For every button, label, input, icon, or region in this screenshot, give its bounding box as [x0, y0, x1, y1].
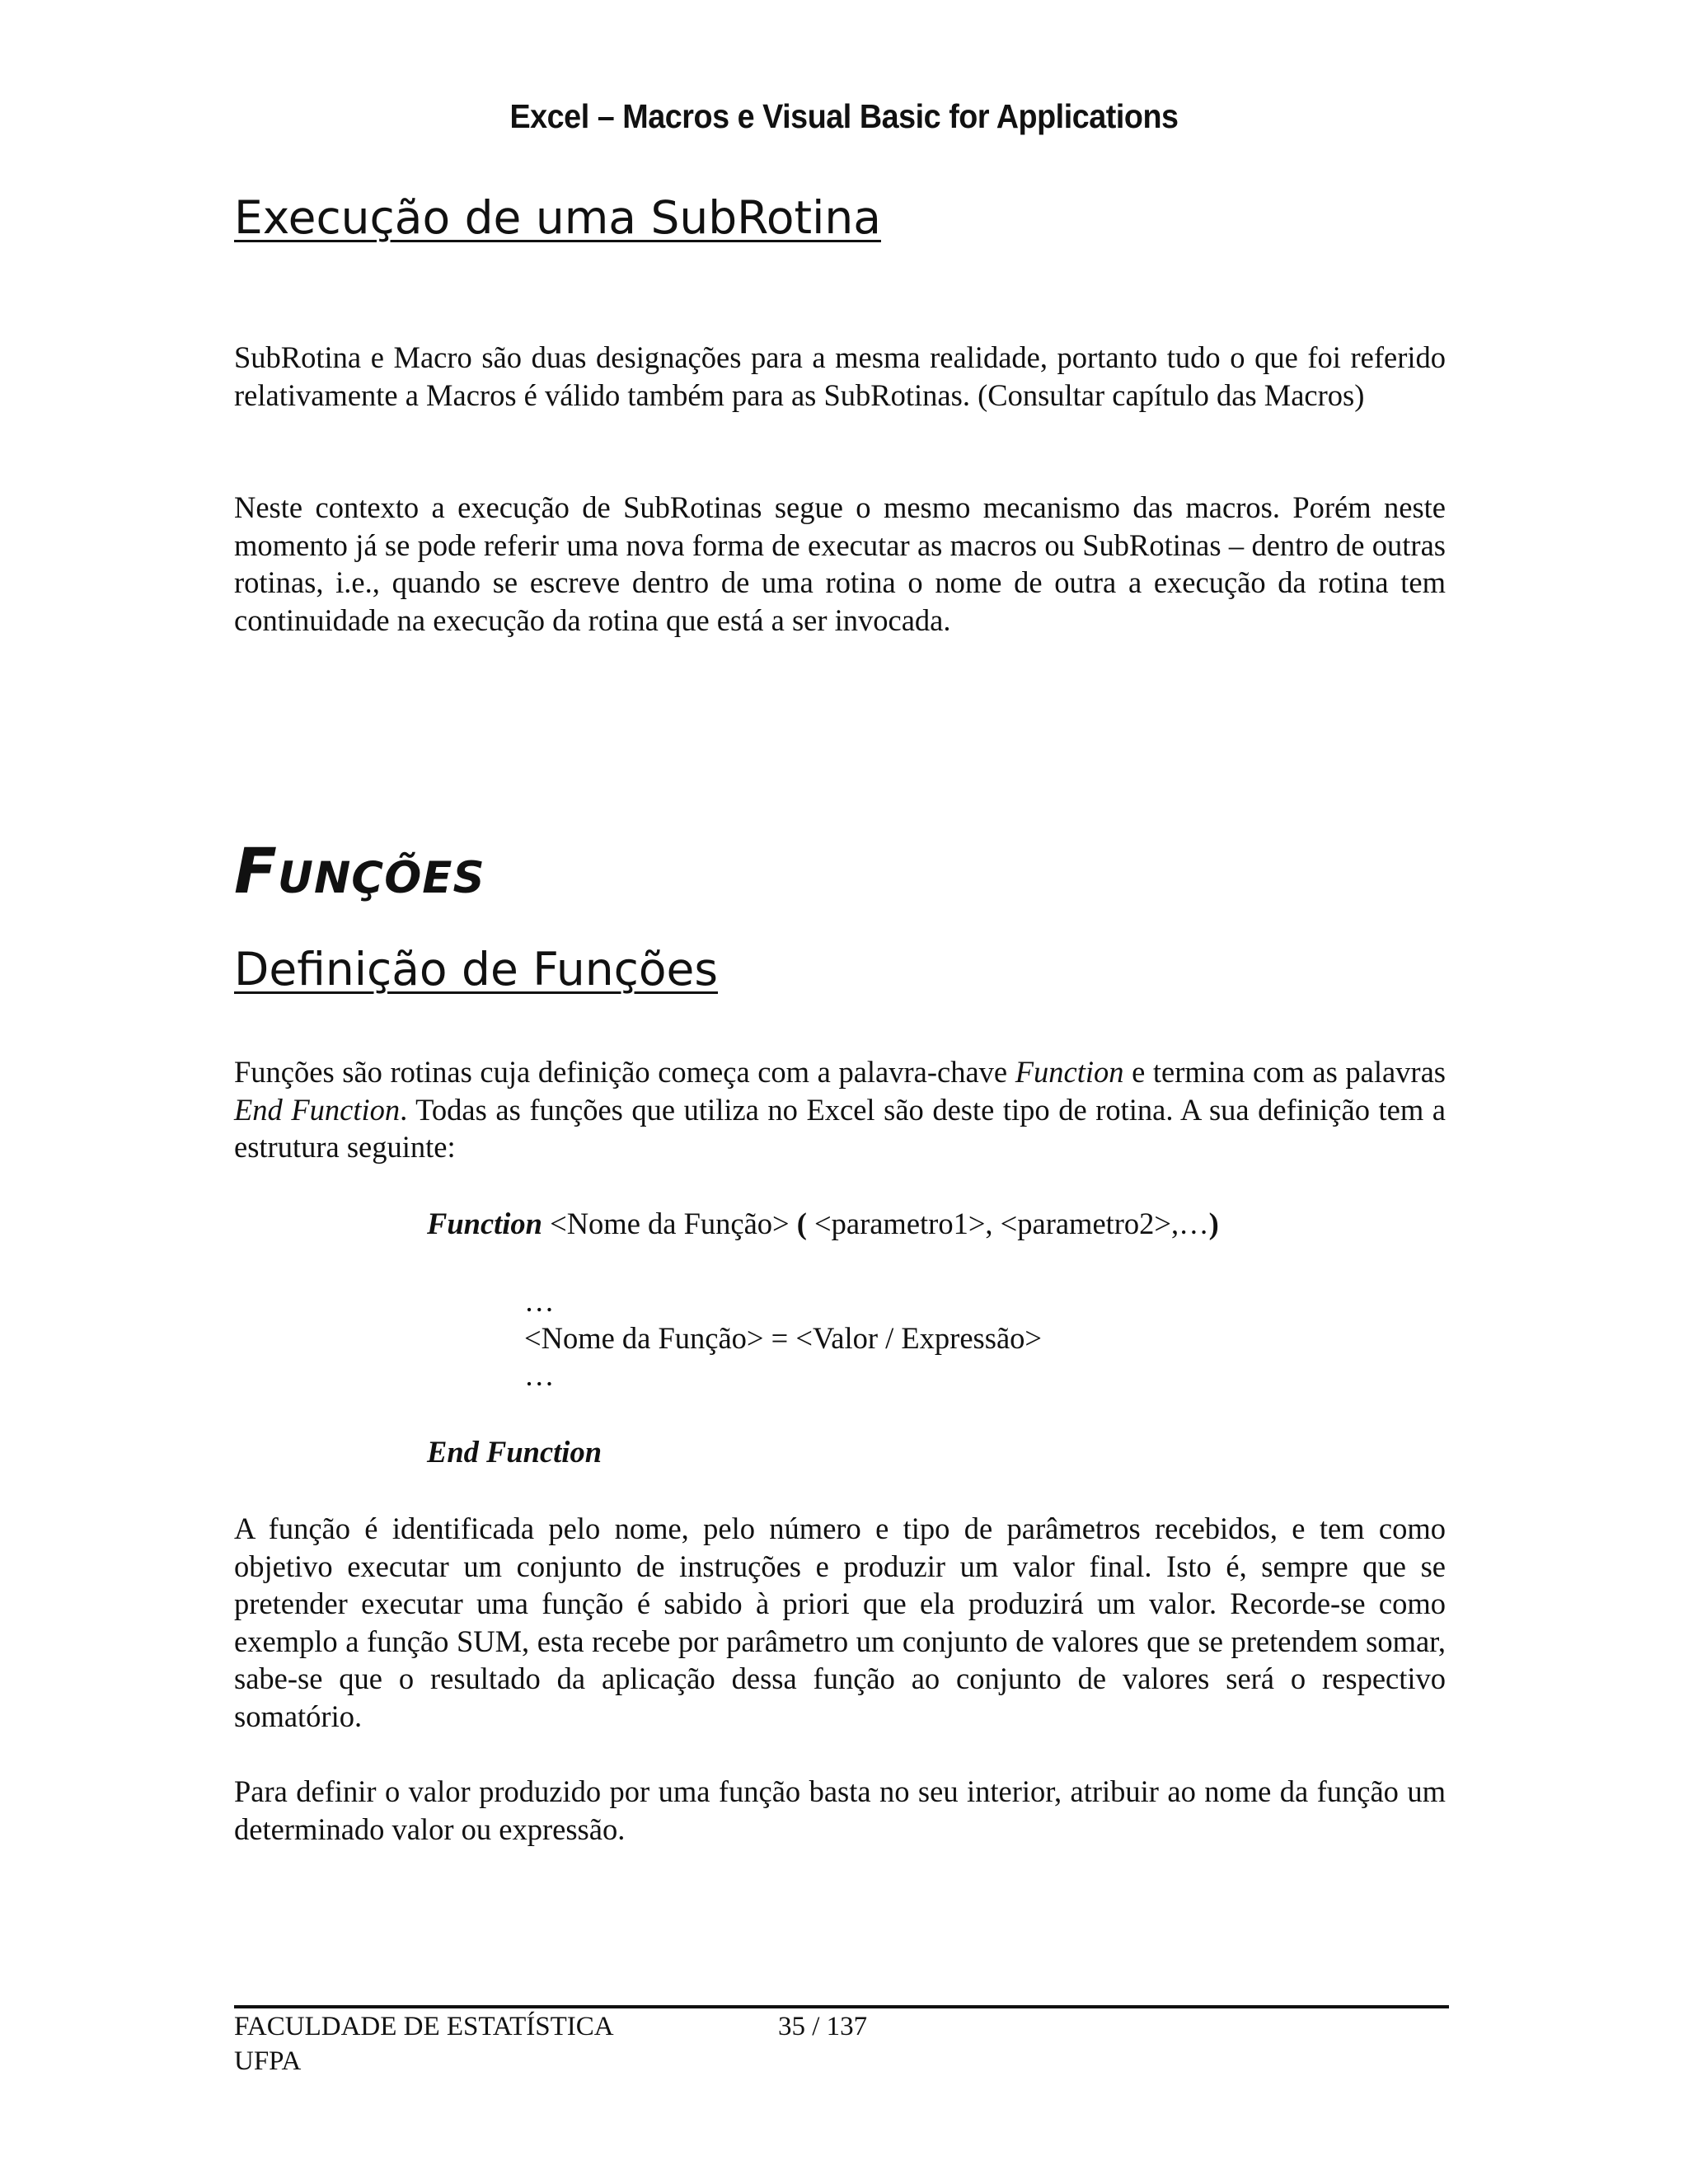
footer-page-number: 35 / 137 [778, 2012, 868, 2041]
heading-execucao-subrotina: Execução de uma SubRotina [234, 191, 881, 244]
intro-text-3: . Todas as funções que utiliza no Excel são deste tipo de rotina. A sua definição tem a estrutura seguinte: [234, 1092, 1447, 1164]
footer-institution-line1: FACULDADE DE ESTATÍSTICA [234, 2012, 614, 2041]
code-open-paren: ( [796, 1207, 807, 1240]
footer-institution-line2: UFPA [234, 2046, 302, 2076]
paragraph-subrotina-macro: SubRotina e Macro são duas designações para a mesma realidade, portanto tudo o que foi referido relativamente a Macros é válido também para as SubRotinas. (Consultar capítulo das Macros) [234, 340, 1446, 412]
heading-definicao-funcoes: Definição de Funções [234, 943, 719, 996]
code-keyword-function: Function [427, 1207, 542, 1240]
chapter-title-funcoes: Funções [234, 834, 485, 907]
code-function-signature [427, 1205, 1219, 1242]
intro-keyword-function: Function [1015, 1055, 1124, 1089]
page-header-title: Excel – Macros e Visual Basic for Applications [509, 97, 1179, 135]
intro-text-2: e termina com as palavras [1123, 1055, 1446, 1089]
code-ellipsis-2: … [524, 1358, 555, 1392]
code-keyword-end-function: End Function [427, 1435, 602, 1469]
footer-divider [234, 2005, 1449, 2008]
intro-keyword-end-function: End Function [234, 1092, 401, 1127]
intro-text-1: Funções são rotinas cuja definição começa com a palavra-chave [234, 1055, 1015, 1089]
paragraph-valor-produzido: Para definir o valor produzido por uma função basta no seu interior, atribuir ao nome da função um determinado valor ou expressão. [234, 1774, 1446, 1846]
code-ellipsis-1: … [524, 1284, 555, 1318]
code-params: <parametro1>, <parametro2>,… [806, 1207, 1209, 1240]
code-assignment: <Nome da Função> = <Valor / Expressão> [524, 1321, 1042, 1355]
paragraph-definicao-intro [234, 1053, 1446, 1166]
paragraph-execucao-contexto: Neste contexto a execução de SubRotinas segue o mesmo mecanismo das macros. Porém neste momento já se pode referir uma nova forma de executar as macros ou SubRotinas – dentro de outras rotinas, i.e., quando se escreve dentro de uma rotina o nome de outra a execução da rotina tem continuidade na execução da rotina que está a ser invocada. [234, 490, 1446, 637]
code-function-name: <Nome da Função> [542, 1207, 797, 1240]
code-close-paren: ) [1208, 1207, 1219, 1240]
paragraph-identificacao-funcao: A função é identificada pelo nome, pelo número e tipo de parâmetros recebidos, e tem como objetivo executar um conjunto de instruções e produzir um valor final. Isto é, sempre que se pretender executar uma função é sabido à priori que ela produzirá um valor. Recorde-se como exemplo a função SUM, esta recebe por parâmetro um conjunto de valores que se pretendem somar, sabe-se que o resultado da aplicação dessa função ao conjunto de valores será o respectivo somatório. [234, 1511, 1446, 1733]
